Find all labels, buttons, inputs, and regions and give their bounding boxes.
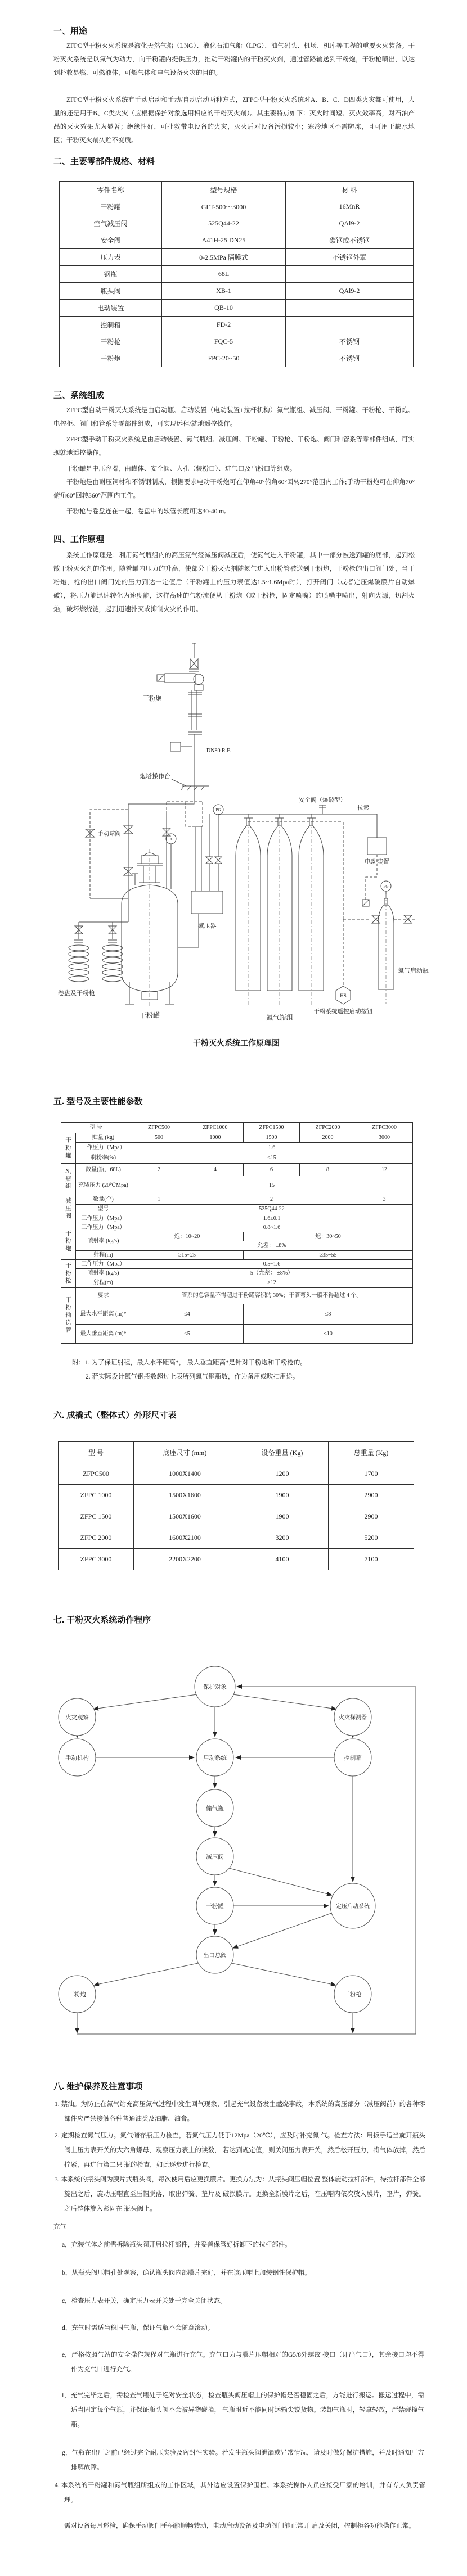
group-cell: 干粉罐 bbox=[61, 1133, 76, 1164]
table-row bbox=[61, 1164, 413, 1176]
table-header-cell: 型 号 bbox=[61, 1123, 131, 1133]
table-cell: 1900 bbox=[236, 1485, 329, 1506]
section7-heading: 七. 干粉灭火系统动作程序 bbox=[53, 1615, 151, 1625]
group-cell: 减压阀 bbox=[61, 1195, 76, 1223]
table-cell: 空气减压阀 bbox=[60, 215, 162, 232]
table-cell: ZFPC 1000 bbox=[59, 1485, 134, 1506]
table-row bbox=[61, 1251, 413, 1260]
table-cell: ≤10 bbox=[244, 1325, 413, 1344]
pg-label: PG bbox=[383, 884, 389, 889]
table-cell: GFT-500～3000 bbox=[162, 198, 286, 215]
table-row bbox=[60, 333, 414, 350]
svg-text:干粉枪: 干粉枪 bbox=[344, 1992, 362, 1998]
item-text: 定期检查氮气压力。氮气储存瓶压力检查，若氮气压力低于12Mpa（20℃），应及时补充氮 气。检查方法：用扳手适当旋开瓶头阀上压力表开关的大六角螺母，观察压力表上的读数， 若达到规定值，则关闭压力表开关，然后松开压力，将气体放掉，然后拧紧，再进行第二只 瓶的检查，如此逐步进行检查。 bbox=[61, 2132, 425, 2168]
table-cell: FPC-20~50 bbox=[162, 350, 286, 367]
svg-text:出口总阀: 出口总阀 bbox=[203, 1953, 227, 1959]
table-cell: 最大水平距离 (m)* bbox=[76, 1304, 131, 1325]
flow-node-cannon bbox=[59, 1976, 96, 2013]
table-cell: 工作压力（Mpa） bbox=[76, 1143, 131, 1153]
table-cell: 贮量 (kg) bbox=[76, 1133, 131, 1143]
cable-label: 拉索 bbox=[357, 805, 369, 811]
flow-node-outlet bbox=[196, 1936, 234, 1973]
table-cell: 不锈钢 bbox=[286, 350, 414, 367]
table-row bbox=[60, 283, 414, 300]
svg-text:保护对象: 保护对象 bbox=[203, 1684, 227, 1691]
item-text: 本系统的瓶头阀为膜片式瓶头阀，每次使用后应更换膜片。更换方法为：从瓶头阀压帽位置 整体旋动拉杆部件，待拉杆部件全部旋出之后，旋动压帽直至压帽脱落，取出弹簧、垫片及 破损膜片。更换全新膜片之后，在压帽内依次放入膜片，垫片，弹簧。之后整体旋入紧固在 瓶头阀上。 bbox=[61, 2176, 425, 2212]
table-cell: 2 bbox=[131, 1164, 187, 1176]
table-cell: 管系的总容量不得超过干粉罐容积的 30%；干管弯头一般不得超过 4 个。 bbox=[131, 1288, 413, 1304]
table-cell: 数量(瓶，68L) bbox=[76, 1164, 131, 1176]
table-cell: QAl9-2 bbox=[286, 283, 414, 300]
table-cell: ≤15 bbox=[131, 1153, 413, 1164]
table-row bbox=[61, 1176, 413, 1195]
pg-label: PG bbox=[168, 837, 174, 842]
table-cell: 剩粉率(%) bbox=[76, 1153, 131, 1164]
svg-text:储气瓶: 储气瓶 bbox=[206, 1806, 224, 1812]
table-row bbox=[59, 1485, 414, 1506]
electric-device-label: 电动装置 bbox=[365, 858, 389, 865]
table-header-cell: 材 料 bbox=[286, 182, 414, 198]
table-row bbox=[61, 1304, 413, 1325]
table-cell: QB-10 bbox=[162, 300, 286, 317]
hose-reel-symbol bbox=[69, 940, 89, 982]
table-cell: 控制箱 bbox=[60, 317, 162, 333]
table-header-cell: 型号规格 bbox=[162, 182, 286, 198]
table-row bbox=[61, 1232, 413, 1241]
section8-heading: 八. 维护保养及注意事项 bbox=[53, 2082, 143, 2091]
table-cell: 炮：30~50 bbox=[244, 1232, 413, 1241]
table-cell: 1.6±0.1 bbox=[131, 1214, 413, 1223]
flow-node-manual bbox=[59, 1739, 96, 1776]
table-cell: 500 bbox=[131, 1133, 187, 1143]
table-row bbox=[59, 1549, 414, 1570]
nitrogen-cylinder-symbol bbox=[299, 814, 324, 1006]
table-cell: 0.5~1.6 bbox=[131, 1260, 413, 1269]
table-row bbox=[59, 1506, 414, 1527]
table-cell: 2900 bbox=[329, 1485, 414, 1506]
table-row bbox=[60, 215, 414, 232]
table-cell: FD-2 bbox=[162, 317, 286, 333]
pg-label: PG bbox=[215, 808, 221, 812]
table-header-cell: 设备重量 (Kg) bbox=[236, 1442, 329, 1463]
table-cell: 525Q44-22 bbox=[162, 215, 286, 232]
group-cell: 干粉输送管 bbox=[61, 1288, 76, 1344]
table-cell: 射程(m) bbox=[76, 1251, 131, 1260]
table-header-cell: 零件名称 bbox=[60, 182, 162, 198]
item-text: 禁油。为防止在氮气站充高压氮气过程中发生回气现象，引起充气设备发生燃烧事故，本系统的高压部分（减压阀前）的各种零部件应严禁接触各种普通油类及油脂、油膏。 bbox=[61, 2101, 425, 2122]
table-cell: 干粉枪 bbox=[60, 333, 162, 350]
charging-subheading: 充气 bbox=[53, 2224, 66, 2230]
table-cell: 碳钢或不锈钢 bbox=[286, 232, 414, 249]
table-cell: 4100 bbox=[236, 1549, 329, 1570]
table-cell: 干粉罐 bbox=[60, 198, 162, 215]
table-cell: ≥12 bbox=[131, 1278, 413, 1288]
item-number: 4. bbox=[55, 2482, 60, 2489]
table-cell: 射程(m) bbox=[76, 1278, 131, 1288]
group-cell: N₂瓶组 bbox=[61, 1164, 76, 1195]
charging-item: g，气瓶在出厂之前已经过完全耐压实验及密封性实验。若发生瓶头阀泄漏或异常情况，请及时做好保护措施，并及时通知厂方排解故障。 bbox=[62, 2450, 424, 2471]
dn80-label: DN80 R.F. bbox=[206, 748, 231, 754]
svg-text:火灾观察: 火灾观察 bbox=[65, 1715, 89, 1721]
table-cell: 工作压力（Mpa） bbox=[76, 1214, 131, 1223]
maintenance-item bbox=[55, 2097, 425, 2126]
reducer-label: 减压器 bbox=[197, 923, 217, 929]
table-cell: ≤5 bbox=[131, 1325, 244, 1344]
starter-bottle-symbol bbox=[378, 881, 394, 1004]
reel-gun-label: 卷盘及干粉枪 bbox=[58, 990, 95, 997]
manual-ball-valve-label: 手动球阀 bbox=[97, 831, 121, 837]
table-row bbox=[60, 232, 414, 249]
table-cell: 8 bbox=[300, 1164, 356, 1176]
table-note-2: 2. 若实际设计氮气钢瓶数超过上表所列氮气钢瓶数，作为备用或吹扫用途。 bbox=[86, 1373, 299, 1380]
table-row bbox=[61, 1325, 413, 1344]
table-cell: 1500X1600 bbox=[134, 1506, 236, 1527]
table-cell: 不锈钢外罩 bbox=[286, 249, 414, 266]
table-cell: ZFPC 2000 bbox=[59, 1527, 134, 1549]
section5-heading: 五. 型号及主要性能参数 bbox=[53, 1097, 143, 1106]
starter-bottle-label: 氮气启动瓶 bbox=[398, 968, 429, 974]
table-cell: 钢瓶 bbox=[60, 266, 162, 283]
hs-label: HS bbox=[340, 993, 347, 998]
table-header-cell: 型 号 bbox=[59, 1442, 134, 1463]
table-cell bbox=[286, 300, 414, 317]
table-cell: ≥15~25 bbox=[131, 1251, 244, 1260]
table-header-row bbox=[61, 1123, 413, 1133]
table-row bbox=[60, 198, 414, 215]
table-cell: 6 bbox=[244, 1164, 300, 1176]
table-cell: 电动装置 bbox=[60, 300, 162, 317]
table-cell: 12 bbox=[356, 1164, 413, 1176]
table-cell: 允差： ±8% bbox=[131, 1241, 413, 1251]
table-cell: 5（允差： ±8%） bbox=[131, 1269, 413, 1278]
platform-label: 炮塔操作台 bbox=[140, 773, 170, 780]
table-row bbox=[61, 1143, 413, 1153]
electric-device-symbol bbox=[367, 838, 387, 855]
table-row bbox=[61, 1153, 413, 1164]
table-cell: ZFPC 1500 bbox=[59, 1506, 134, 1527]
section6-heading: 六. 成撬式（整体式）外形尺寸表 bbox=[53, 1411, 177, 1420]
section1-heading: 一、用途 bbox=[53, 26, 88, 36]
reducer-symbol bbox=[191, 891, 223, 914]
table-row bbox=[60, 300, 414, 317]
section3-paragraph-5: 干粉枪与卷盘连在一起，卷盘中的软管长度可达30-40 m。 bbox=[66, 508, 231, 515]
section3-paragraph-3: 干粉罐是中压容器，由罐体、安全阀、人孔（装粉口）、进气口及出粉口等组成。 bbox=[66, 466, 297, 472]
flow-node-detector bbox=[334, 1698, 371, 1736]
table-cell: 最大垂直距离 (m)* bbox=[76, 1325, 131, 1344]
table-header-cell: ZFPC2000 bbox=[300, 1123, 356, 1133]
table-cell bbox=[286, 317, 414, 333]
table-header-cell: 总重量 (Kg) bbox=[329, 1442, 414, 1463]
table-cell: FQC-5 bbox=[162, 333, 286, 350]
table-note-1: 附：1. 为了保证射程，最大水平距离*， 最大垂直距离*是针对干粉炮和干粉枪的。 bbox=[72, 1359, 307, 1366]
table-cell: 0-2.5MPa 隔膜式 bbox=[162, 249, 286, 266]
svg-text:手动机构: 手动机构 bbox=[65, 1755, 89, 1761]
table-cell: 15 bbox=[131, 1176, 413, 1195]
table-cell: 要求 bbox=[76, 1288, 131, 1304]
platform-symbol bbox=[172, 779, 209, 790]
table-row bbox=[61, 1288, 413, 1304]
table-cell: 0.8~1.6 bbox=[131, 1223, 413, 1232]
section1-paragraph-2: ZFPC型干粉灭火系统有手动启动和手动/自动启动两种方式，ZFPC型干粉灭火系统对A、B、C、D四类火灾都可使用，大量的还是用于B、C类火灾（应根据保护对象选用相应的干粉灭火剂）。其主要特点如下：灭火时间短、灭火效率高，对石油产品的灭火效果尤为显著；绝缘性好，可扑救带电设备的火灾，灭火后对设备污损较小；寒冷地区不需防冻，且可用于缺水地区；干粉灭火剂久贮不变质。 bbox=[53, 97, 415, 144]
flow-node-observe bbox=[59, 1698, 96, 1736]
table-cell: 炮：10~20 bbox=[131, 1232, 244, 1241]
table-cell: 1000 bbox=[187, 1133, 244, 1143]
table-cell: 工作压力（Mpa） bbox=[76, 1260, 131, 1269]
cannon-label: 干粉炮 bbox=[143, 695, 161, 702]
charging-item: c，检查压力表开关，确定压力表开关处于完全关闭状态。 bbox=[62, 2298, 227, 2304]
section3-paragraph-4: 干粉炮是由耐压铜材和不锈钢制成，根据要求电动干粉炮可在仰角40°俯角60°回转270°范围内工作;手动干粉炮可在仰角70°俯角60°回转360°范围内工作。 bbox=[53, 479, 415, 499]
dimensions-table bbox=[58, 1441, 414, 1570]
table-row bbox=[60, 266, 414, 283]
hose-reel-symbol bbox=[102, 940, 123, 982]
svg-text:减压阀: 减压阀 bbox=[206, 1854, 224, 1860]
safety-valve-label: 安全阀（爆破型） bbox=[299, 797, 346, 803]
item-number: 2. bbox=[55, 2132, 60, 2139]
table-cell: ≤4 bbox=[131, 1304, 244, 1325]
table-cell: 干粉炮 bbox=[60, 350, 162, 367]
flow-node-start bbox=[196, 1739, 234, 1776]
table-cell: 安全阀 bbox=[60, 232, 162, 249]
table-cell: 3000 bbox=[356, 1133, 413, 1143]
table-cell bbox=[286, 266, 414, 283]
flow-node-control bbox=[334, 1739, 371, 1776]
cylinder-group-label: 氮气瓶组 bbox=[266, 1014, 294, 1022]
section3-heading: 三、系统组成 bbox=[53, 391, 105, 400]
group-cell: 干粉炮 bbox=[61, 1223, 76, 1260]
charging-item: f，充气完毕之后，需检查气瓶处于绝对安全状态，检查瓶头阀压帽上的保护帽是否稳固之后，方能进行搬运。搬运过程中，需适当固定每个气瓶，并保证瓶头阀不会被异物碰撞， 气瓶附近不能同时运输尖锐货物。装卸气瓶时，轻拿轻放，严禁碰撞气瓶。 bbox=[62, 2392, 424, 2428]
flow-node-gun bbox=[334, 1976, 371, 2013]
table-cell: 2200X2200 bbox=[134, 1549, 236, 1570]
table-header-row bbox=[59, 1442, 414, 1463]
table-cell: 1900 bbox=[236, 1506, 329, 1527]
flow-node-gas bbox=[196, 1789, 234, 1827]
charging-item: a，充装气体之前需拆除瓶头阀开启拉杆部件，并妥善保管好拆卸下的拉杆部件。 bbox=[62, 2241, 291, 2248]
table-row bbox=[59, 1527, 414, 1549]
table-row bbox=[61, 1195, 413, 1205]
item-number: 1. bbox=[55, 2101, 60, 2108]
flow-node-constant bbox=[330, 1883, 375, 1928]
table-cell: 1.6 bbox=[131, 1143, 413, 1153]
table-cell: 2000 bbox=[300, 1133, 356, 1143]
table-cell: 1700 bbox=[329, 1463, 414, 1485]
nitrogen-cylinder-symbol bbox=[236, 814, 261, 1006]
table-cell: 瓶头阀 bbox=[60, 283, 162, 300]
table-row bbox=[61, 1205, 413, 1214]
table-cell: 1600X2100 bbox=[134, 1527, 236, 1549]
table-cell: ZFPC 3000 bbox=[59, 1549, 134, 1570]
table-header-cell: ZFPC500 bbox=[131, 1123, 187, 1133]
table-cell: QAl9-2 bbox=[286, 215, 414, 232]
action-sequence-flowchart bbox=[53, 1647, 436, 2041]
table-cell: 充装压力 (20℃Mpa) bbox=[76, 1176, 131, 1195]
table-row bbox=[60, 317, 414, 333]
table-cell: ≥35~55 bbox=[244, 1251, 413, 1260]
svg-text:定压启动系统: 定压启动系统 bbox=[336, 1904, 370, 1910]
flow-node-reduce bbox=[196, 1838, 234, 1875]
section3-paragraph-2: ZFPC型手动干粉灭火系统是由启动装置、氮气瓶组、减压阀、干粉罐、干粉枪、干粉炮、阀门和管系等零部件组成，可实现就地遥控操作。 bbox=[53, 436, 415, 457]
item-number: 3. bbox=[55, 2176, 60, 2183]
table-cell: 525Q44-22 bbox=[131, 1205, 413, 1214]
table-header-cell: 底座尺寸 (mm) bbox=[134, 1442, 236, 1463]
maintenance-item bbox=[55, 2128, 425, 2172]
performance-table bbox=[61, 1122, 413, 1344]
table-header-cell: ZFPC1000 bbox=[187, 1123, 244, 1133]
table-cell: 1 bbox=[131, 1195, 187, 1205]
tank-label: 干粉罐 bbox=[139, 1011, 160, 1019]
table-cell: 1000X1400 bbox=[134, 1463, 236, 1485]
table-cell: 3200 bbox=[236, 1527, 329, 1549]
table-row bbox=[61, 1133, 413, 1143]
parts-table bbox=[59, 181, 414, 367]
table-row bbox=[61, 1214, 413, 1223]
flow-node-protect bbox=[195, 1666, 235, 1707]
svg-text:启动系统: 启动系统 bbox=[203, 1755, 227, 1761]
svg-text:火灾探测器: 火灾探测器 bbox=[339, 1715, 367, 1721]
item-text: 本系统的干粉罐和氮气瓶组所组成的工作区域，其外边应设置保护围栏。本系统操作人员应接受厂家的培训，并有专人负责管理。 bbox=[61, 2482, 426, 2503]
table-cell: ≤8 bbox=[244, 1304, 413, 1325]
table-row bbox=[61, 1223, 413, 1232]
table-cell: 3 bbox=[356, 1195, 413, 1205]
flow-node-tank bbox=[196, 1887, 234, 1924]
group-cell: 干粉枪 bbox=[61, 1260, 76, 1288]
charging-item: d，充气时需适当稳固气瓶，保证气瓶不会随意滚动。 bbox=[62, 2325, 214, 2331]
table-header-row bbox=[60, 182, 414, 198]
table-header-cell: ZFPC3000 bbox=[356, 1123, 413, 1133]
hs-button-label: 干粉系统遥控启动按钮 bbox=[313, 1009, 373, 1015]
nitrogen-cylinder-symbol bbox=[267, 814, 292, 1006]
table-cell: 16MnR bbox=[286, 198, 414, 215]
table-row bbox=[61, 1278, 413, 1288]
final-paragraph: 需对设备每月巡检，确保手动阀门手柄能顺畅转动，电动启动设备及电动阀门能正常开 启及关闭，控制柜各功能操作正常。 bbox=[64, 2523, 415, 2529]
table-row bbox=[60, 249, 414, 266]
table-cell: 1200 bbox=[236, 1463, 329, 1485]
table-cell: 68L bbox=[162, 266, 286, 283]
charging-item: e，严格按照气站的安全操作规程对气瓶进行充气。充气口为与膜片压帽相对的G5/8外螺纹 接口（即出气口），其余接口均不得作为充气口进行充气。 bbox=[62, 2352, 424, 2373]
table-cell: 2 bbox=[187, 1195, 356, 1205]
table-cell: 数量(个) bbox=[76, 1195, 131, 1205]
table-cell: 7100 bbox=[329, 1549, 414, 1570]
table-cell: 不锈钢 bbox=[286, 333, 414, 350]
table-cell: 1500 bbox=[244, 1133, 300, 1143]
section4-paragraph-1: 系统工作原理是：利用氮气瓶组内的高压氮气经减压阀减压后，使氮气进入干粉罐，其中一部分被送到罐的底部，起到松散干粉灭火剂的作用。随着罐内压力的升高，使部分干粉灭火剂随氮气进入出粉管被送到干粉炮，干粉枪的出口阀门处，当干粉炮，枪的出口阀门处的压力到达一定值后（干粉罐上的压力表值达1.5~1.6Mpa时），打开阀门（或者定压爆破膜片自动爆破），将压力能迅速转化为速度能，这样高速的气粉流便从干粉炮（或干粉枪，固定喷嘴）的喷嘴中喷出，射向火源，切割火焰，破坏燃烧链，起到迅速扑灭或抑制火灾的作用。 bbox=[53, 552, 415, 613]
powder-cannon-symbol bbox=[157, 643, 204, 786]
table-cell: 工作压力（Mpa） bbox=[76, 1223, 131, 1232]
svg-text:干粉罐: 干粉罐 bbox=[206, 1904, 224, 1910]
charging-item: b，从瓶头阀压帽孔处观察，确认瓶头阀内部膜片完好，并在该压帽上加装钢性保护帽。 bbox=[62, 2270, 311, 2276]
table-header-cell: ZFPC1500 bbox=[244, 1123, 300, 1133]
table-row bbox=[59, 1463, 414, 1485]
svg-text:控制箱: 控制箱 bbox=[344, 1755, 362, 1761]
section3-paragraph-1: ZFPC型自动干粉灭火系统是由启动瓶、启动装置（电动装置+拉杆机构）氮气瓶组、减压阀、干粉罐、干粉枪、干粉炮、电控柜、阀门和管系等零部件组成，可实现远程/就地遥控操作。 bbox=[53, 407, 415, 427]
table-cell: 5200 bbox=[329, 1527, 414, 1549]
table-cell: 4 bbox=[187, 1164, 244, 1176]
table-cell: 压力表 bbox=[60, 249, 162, 266]
table-cell: 1500X1600 bbox=[134, 1485, 236, 1506]
table-cell: 2900 bbox=[329, 1506, 414, 1527]
section4-heading: 四、工作原理 bbox=[53, 535, 105, 544]
svg-text:干粉炮: 干粉炮 bbox=[68, 1992, 86, 1998]
section1-paragraph-1: ZFPC型干粉灭火系统是液化天然气船（LNG）、液化石油气船（LPG）、油气码头、机场、机库等工程的重要灭火装备。干粉灭火系统是以氮气为动力，向干粉罐内提供压力，推动干粉罐内的干粉灭火剂，通过管路输送到干粉炮，干粉枪喷出，以达到扑救易燃、可燃液体，可燃气体和电气设备火灾的目的。 bbox=[53, 43, 415, 76]
table-cell: 喷射率 (kg/s) bbox=[76, 1232, 131, 1251]
table-cell: A41H-25 DN25 bbox=[162, 232, 286, 249]
system-schematic-diagram bbox=[53, 635, 436, 1023]
maintenance-item bbox=[55, 2172, 425, 2216]
diagram-caption: 干粉灭火系统工作原理图 bbox=[193, 1040, 280, 1048]
table-row bbox=[61, 1269, 413, 1278]
table-cell: 型号 bbox=[76, 1205, 131, 1214]
table-cell: 喷射率 (kg/s) bbox=[76, 1269, 131, 1278]
table-row bbox=[61, 1260, 413, 1269]
section2-heading: 二、主要零部件规格、材料 bbox=[53, 157, 155, 166]
table-cell: ZFPC500 bbox=[59, 1463, 134, 1485]
table-row bbox=[60, 350, 414, 367]
maintenance-item bbox=[55, 2478, 425, 2507]
table-cell: XB-1 bbox=[162, 283, 286, 300]
